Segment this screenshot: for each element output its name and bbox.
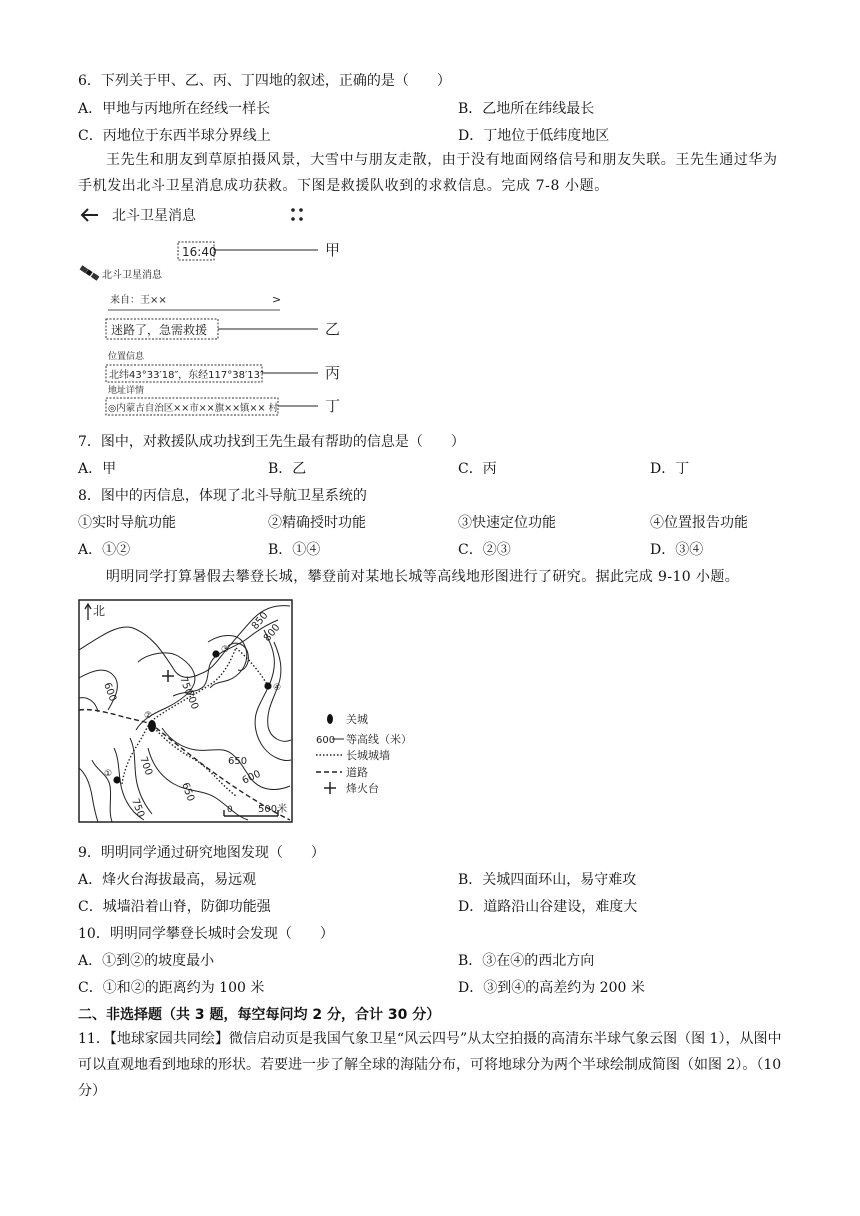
point-3-marker <box>212 650 219 657</box>
q6-option-a: A．甲地与丙地所在经线一样长 <box>78 101 271 117</box>
address-label: 地址详情 <box>108 386 145 396</box>
point-3-label: ③ <box>221 645 230 655</box>
contour-label: 750 <box>177 675 195 697</box>
q9-option-a: A．烽火台海拔最高，易远观 <box>78 872 257 888</box>
tag-ding: 丁 <box>325 397 341 415</box>
app-label: 北斗卫星消息 <box>102 270 162 281</box>
contour-label: 600 <box>101 681 119 703</box>
contour-label: 650 <box>179 781 197 803</box>
q10-option-d: D．③到④的高差约为 200 米 <box>458 980 645 996</box>
q8-item-3: ③快速定位功能 <box>458 515 556 531</box>
q11-text: 11．【地球家园共同绘】微信启动页是我国气象卫星“风云四号”从太空拍摄的高清东半球气象云图（图 1），从图中可以直观地看到地球的形状。若要进一步了解全球的海陆分布，可将地球分为两个半球绘制成简图（如图 2）。（10 分） <box>78 1031 782 1099</box>
q10-option-c: C．①和②的距离约为 100 米 <box>78 980 265 996</box>
address-value: ◎内蒙古自治区××市××旗××镇×× 村 <box>108 403 278 414</box>
beidou-message-figure <box>78 202 368 422</box>
tag-jia: 甲 <box>325 241 341 259</box>
q8-option-a: A．①② <box>78 542 131 558</box>
contour-label: 600 <box>240 768 263 787</box>
message-time: 16:40 <box>182 245 217 259</box>
tag-yi: 乙 <box>325 320 341 338</box>
q6-stem: 6．下列关于甲、乙、丙、丁四地的叙述，正确的是（ ） <box>78 73 451 89</box>
q7-option-c: C．丙 <box>458 461 497 477</box>
q6-option-b: B．乙地所在纬线最长 <box>458 101 595 117</box>
north-label: 北 <box>93 604 106 618</box>
q8-stem: 8．图中的丙信息，体现了北斗导航卫星系统的 <box>78 488 367 504</box>
q6-option-c: C．丙地位于东西半球分界线上 <box>78 128 271 144</box>
contour-label: 700 <box>137 755 155 777</box>
point-1-marker <box>113 776 120 783</box>
position-label: 位置信息 <box>108 352 145 362</box>
q8-item-2: ②精确授时功能 <box>268 515 366 531</box>
intro-7-8: 王先生和朋友到草原拍摄风景，大雪中与朋友走散，由于没有地面网络信号和朋友失联。王先生通过华为手机发出北斗卫星消息成功获救。下图是救援队收到的求救信息。完成 7-8 小题。 <box>78 152 778 194</box>
legend-beacon: 烽火台 <box>346 782 379 795</box>
legend-contour-sample: 600 <box>316 735 336 746</box>
legend-guancheng: 关城 <box>346 713 368 726</box>
point-2-label: ② <box>144 711 153 721</box>
q9-option-c: C．城墙沿着山脊，防御功能强 <box>78 899 271 915</box>
q10-stem: 10．明明同学攀登长城时会发现（ ） <box>78 926 334 942</box>
point-1-label: ① <box>104 769 113 779</box>
intro-9-10: 明明同学打算暑假去攀登长城，攀登前对某地长城等高线地形图进行了研究。据此完成 9-10 小题。 <box>106 569 740 585</box>
legend-road: 道路 <box>346 766 368 779</box>
contour-map <box>78 598 438 826</box>
q7-option-b: B．乙 <box>268 461 307 477</box>
guancheng-icon <box>148 720 156 732</box>
legend-wall: 长城城墙 <box>346 749 390 762</box>
q9-option-d: D．道路沿山谷建设，难度大 <box>458 899 638 915</box>
scale-zero: 0 <box>227 805 233 815</box>
back-arrow-icon <box>82 209 98 221</box>
satellite-icon <box>80 265 100 281</box>
q7-stem: 7．图中，对救援队成功找到王先生最有帮助的信息是（ ） <box>78 434 465 450</box>
q7-option-a: A．甲 <box>78 461 117 477</box>
q6-option-d: D．丁地位于低纬度地区 <box>458 128 610 144</box>
legend-contour: 等高线（米） <box>346 733 412 746</box>
svg-text:>: > <box>272 293 282 306</box>
q10-option-a: A．①到②的坡度最小 <box>78 953 215 969</box>
map-legend <box>316 713 412 795</box>
contour-label: 750 <box>129 797 147 819</box>
tag-bing: 丙 <box>325 364 341 382</box>
q8-option-b: B．①④ <box>268 542 321 558</box>
q9-option-b: B．关城四面环山，易守难攻 <box>458 872 637 888</box>
contour-label: 850 <box>249 610 271 632</box>
contour-label: 800 <box>261 622 283 644</box>
message-text: 迷路了，急需救援 <box>111 323 208 337</box>
q8-option-c: C．②③ <box>458 542 511 558</box>
q10-option-b: B．③在④的西北方向 <box>458 953 595 969</box>
message-header: 北斗卫星消息 <box>112 208 196 224</box>
scale-label: 500米 <box>258 804 288 815</box>
contour-label: 700 <box>183 689 201 711</box>
q7-option-d: D．丁 <box>650 461 690 477</box>
q9-stem: 9．明明同学通过研究地图发现（ ） <box>78 845 325 861</box>
q8-item-1: ①实时导航功能 <box>78 515 176 531</box>
section-2-heading: 二、非选择题（共 3 题，每空每问均 2 分，合计 30 分） <box>78 1007 441 1023</box>
contour-label: 650 <box>228 756 248 767</box>
point-4-label: ④ <box>273 683 282 693</box>
q8-item-4: ④位置报告功能 <box>650 515 748 531</box>
message-from: 来自：王×× <box>110 295 167 306</box>
position-value: 北纬43°33′18″，东经117°38′13″ <box>109 370 264 381</box>
more-dots-icon <box>291 208 303 221</box>
point-4-marker <box>264 682 271 689</box>
q8-option-d: D．③④ <box>650 542 704 558</box>
